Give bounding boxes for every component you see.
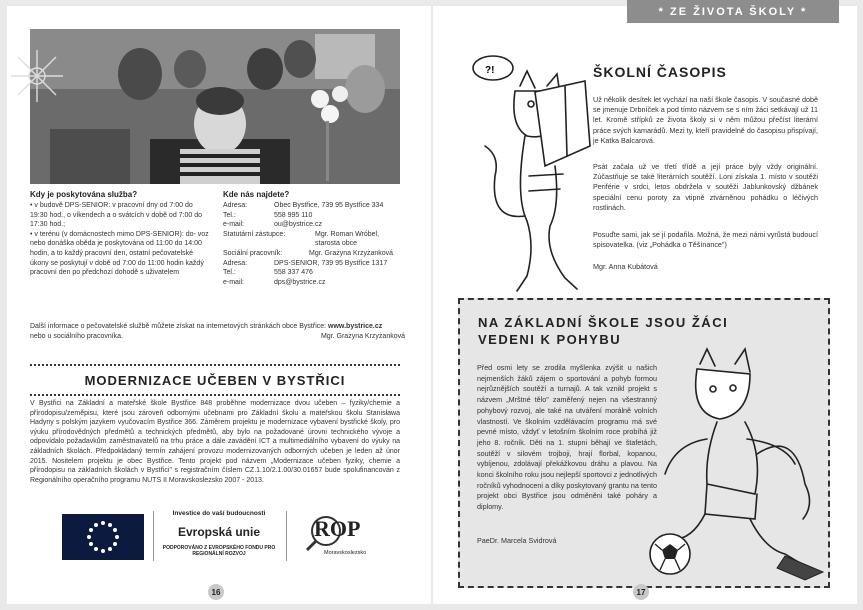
article2-title <box>478 314 758 348</box>
article2-author: PaeDr. Marcela Svidrová <box>477 536 557 545</box>
article-title: MODERNIZACE UČEBEN V BYSTŘICI <box>30 364 400 396</box>
football-boot-icon <box>777 556 823 580</box>
when-item: • v terénu (v domácnostech mimo DPS-SENIOR): do- voz nebo donáška oběda je poskytována od 11:00 do 14:00 hodin, a to každý pracovní den, ostatní pečovatelské úkony se poskytují v době od 7:00 do 11:00 hodin každý pracovní den po předchozí dohodě s uživatelem <box>30 230 209 277</box>
contact-key: Statutární zástupce: <box>223 230 286 238</box>
contact-value: Mgr. Grażyna Krzyżanková <box>309 249 394 257</box>
page-number: 17 <box>633 584 649 600</box>
contact-value: DPS-SENIOR, 739 95 Bystřice 1317 <box>274 259 388 267</box>
photo-illustration <box>30 29 400 184</box>
contact-key: Tel.: <box>223 211 236 219</box>
eu-name: Evropská unie <box>177 525 261 539</box>
when-item: • v budově DPS-SENIOR: v pracovní dny od 7:00 do 19:30 hod., o víkendech a o svátcích v době od 7:00 do 17:30 hod.; <box>30 202 203 229</box>
info-signature: Mgr. Grażyna Krzyżanková <box>320 332 405 340</box>
contact-value: Mgr. Roman Wróbel, <box>315 230 380 238</box>
eu-text-logo <box>159 506 279 557</box>
service-when-section <box>30 190 210 278</box>
contact-key: e-mail: <box>223 221 245 229</box>
contact-value: Obec Bystřice, 739 95 Bystřice 334 <box>274 202 384 209</box>
eu-fund: PODPOROVÁNO Z EVROPSKÉHO FONDU PRO REGIONÁLNÍ ROZVOJ <box>162 545 276 557</box>
contact-value: 558 995 110 <box>274 211 313 219</box>
right-page <box>433 6 857 604</box>
contact-value: 558 337 476 <box>274 269 313 277</box>
contact-value: dps@bystrice.cz <box>274 278 326 286</box>
eu-flag-logo <box>62 514 144 560</box>
speech-bubble-text: ?! <box>485 65 495 76</box>
when-title: Kdy je poskytována služba? <box>30 190 138 199</box>
funding-logos <box>62 506 392 566</box>
football-cat-illustration <box>645 344 825 584</box>
rop-logo <box>302 512 392 562</box>
website-link[interactable]: www.bystrice.cz <box>328 323 383 330</box>
article2-title-line2: VEDENI K POHYBU <box>478 332 622 347</box>
info-text-2: nebo u sociálního pracovníka. <box>30 332 124 340</box>
contact-key: Sociální pracovník: <box>223 249 283 257</box>
contact-key: Tel.: <box>223 269 236 277</box>
article2-body: Před osmi lety se zrodila myšlenka zvýšit u našich nejmenších žáků zájem o sportování a pohyb formou nejrůznějších soutěží a turnajů. A tak vznikl projekt s názvem „Mrštné tělo" zaměřený nejen na všestranný pohybový rozvoj, ale také na utváření morálně volních vlastností. Ve školním vzdělávacím programu má své pevné místo, vždyť v letošním školním roce probíhá již jeho 8. ročník. Děti na 1. stupni běhají ve štafetách, soutěží v silovém trojboji, hrají florbal, kopanou, vybíjenou, zdolávají překážkovou dráhu a plavou. Na konci školního roku jsou nejlepší sportovci z jednotlivých ročníků vyhodnoceni a díky poskytovaný grantu na tento projekt obci Bystřice jsou odměněni také poháry a diplomy. <box>477 363 657 512</box>
article1-paragraph: Posuďte sami, jak se jí podařila. Možná, že mezi námi vyrůstá budoucí spisovatelka. (viz „Pohádka o Těšínance") <box>593 230 818 250</box>
page-number: 16 <box>208 584 224 600</box>
service-where-section <box>223 190 405 287</box>
article1-paragraph: Už několik desítek let vychází na naší škole časopis. V současné době se jmenuje Drbníček a pod tímto názvem se s ním žáci setkávají už 11 let. Kromě střípků ze života školy si v něm můžou přečíst literární práce svých kamarádů. Mezi ty, kteří pravidelně do časopisu přispívají, je Katka Balcarová. <box>593 95 818 145</box>
info-text: Další informace o pečovatelské službě můžete získat na internetových stránkách obce Bystřice: <box>30 323 329 330</box>
contact-key: Adresa: <box>223 259 248 267</box>
contact-value: starosta obce <box>315 240 358 248</box>
contact-value: ou@bystrice.cz <box>274 221 322 229</box>
article2-title-line1: NA ZÁKLADNÍ ŠKOLE JSOU ŽÁCI <box>478 315 729 330</box>
info-section <box>30 322 405 341</box>
snowflake-icon <box>7 46 67 106</box>
article1-paragraph: Psát začala už ve třetí třídě a její práce byly vždy originální. Zúčastňuje se také literárních soutěží. Loni získala 1. místo v soutěži Periférie v srdci, letos obdržela v soutěži Jablunkovský džbánek speciální cenu poroty za vtipně ztvárněnou pohádku o léčivých rostlinách. <box>593 162 818 212</box>
article-body: V Bystřici na Základní a mateřské škole Bystřice 848 proběhne modernizace dvou učeben – fyziky/chemie a přírodopisu/zeměpisu, které jsou zároveň odbornými učebnami pro Základní školu a mateřskou školu Stanisława Hadyny s polským jazykem vyučovacím Bystřice 366. Záměrem projektu je modernizace vybavení bystřické školy, pro výuku přírodovědných předmětů a technických předmětů, aby bylo na požadované úrovni technického vývoje a odpovídalo požadavkům zaměstnavatelů na trhu práce a dále zavádění ICT a multimediálního vybavení do výuky na základních školách. Předpokládaný termín zahájení provozu modernizovaných odborných učeben je leden až únor 2015. Nositelem projektu je obec Bystřice. Tento projekt pod názvem „Modernizace učeben fyziky, chemie a přírodopisu na základních školách v Bystřici" s registračním číslem CZ.1.10/2.1.00/30.01657 bude spolufinancován z Regionálního operačního programu NUTS II Moravskoslezsko 2007 - 2013. <box>30 400 400 484</box>
eu-stars-icon <box>62 514 144 560</box>
section-banner: * ZE ŽIVOTA ŠKOLY * <box>627 0 839 23</box>
rop-name: ROP <box>314 516 361 541</box>
contact-key <box>223 239 315 249</box>
contact-key: e-mail: <box>223 278 245 286</box>
reading-cat-illustration <box>465 46 595 301</box>
contact-key: Adresa: <box>223 202 248 209</box>
eu-slogan: Investice do vaší budoucnosti <box>172 510 266 517</box>
sport-article-box <box>458 298 830 588</box>
article1-author: Mgr. Anna Kubátová <box>593 262 658 271</box>
where-title: Kde nás najdete? <box>223 190 290 199</box>
left-page <box>7 6 431 604</box>
rop-region: Moravskoslezsko <box>324 550 367 556</box>
senior-group-photo <box>30 29 400 184</box>
football-icon <box>650 534 690 574</box>
article1-title: ŠKOLNÍ ČASOPIS <box>593 64 727 80</box>
